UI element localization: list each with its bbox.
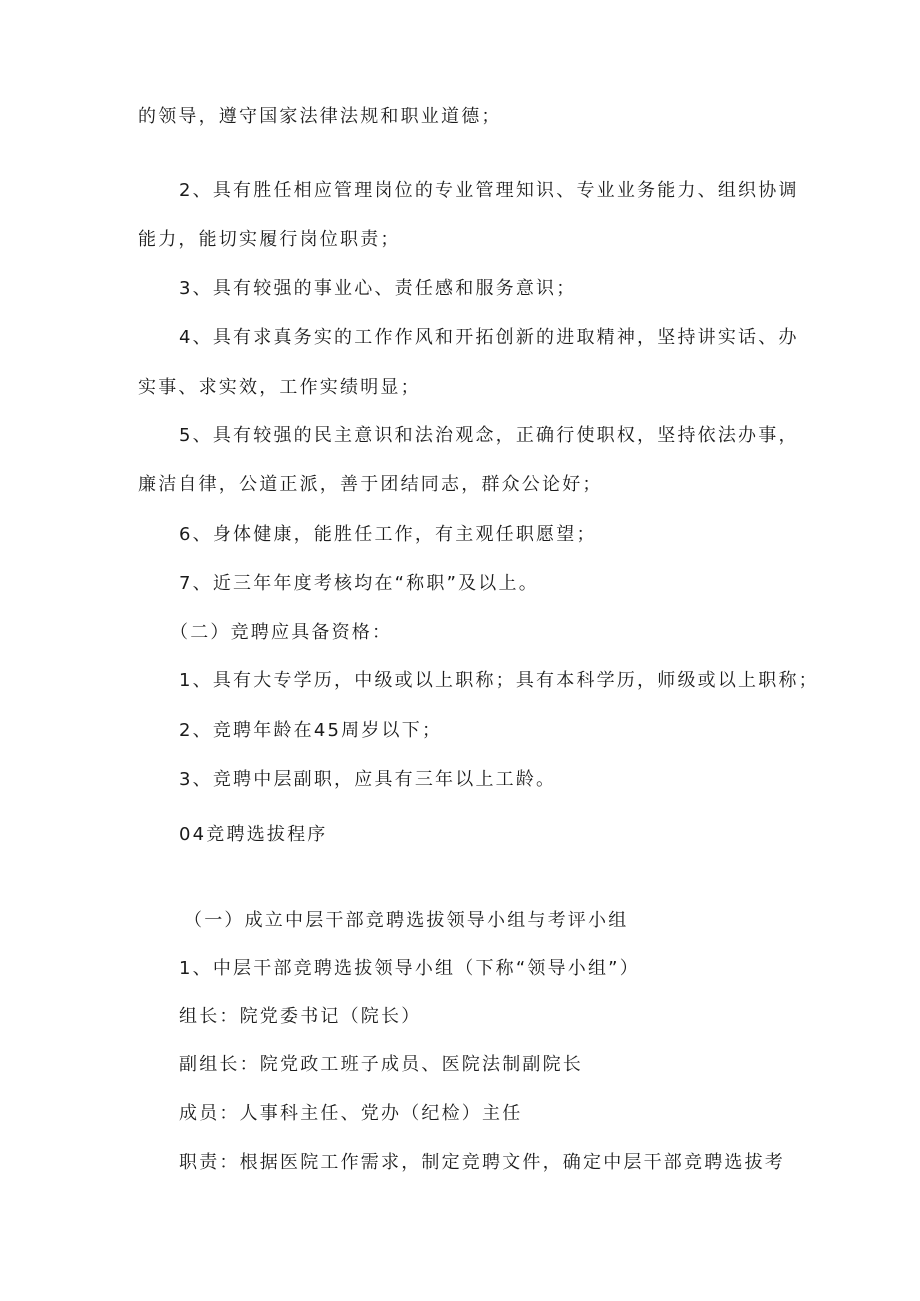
text-line-13: 2、竞聘年龄在45周岁以下； [179, 720, 443, 741]
text-line-16: （一）成立中层干部竞聘选拔领导小组与考评小组 [184, 910, 629, 931]
section-heading: 04竞聘选拔程序 [179, 824, 328, 845]
text-line-11: （二）竞聘应具备资格： [170, 622, 393, 643]
text-line-17: 1、中层干部竞聘选拔领导小组（下称“领导小组”） [179, 958, 640, 979]
text-line-7: 5、具有较强的民主意识和法治观念，正确行使职权，坚持依法办事， [179, 425, 799, 446]
text-line-1: 的领导，遵守国家法律法规和职业道德； [138, 106, 502, 127]
text-line-10: 7、近三年年度考核均在“称职”及以上。 [179, 573, 539, 594]
text-line-19: 副组长：院党政工班子成员、医院法制副院长 [179, 1054, 583, 1075]
text-line-3: 能力，能切实履行岗位职责； [138, 229, 401, 250]
text-line-14: 3、竞聘中层副职，应具有三年以上工龄。 [179, 769, 557, 790]
text-line-6: 实事、求实效，工作实绩明显； [138, 377, 421, 398]
text-line-21: 职责：根据医院工作需求，制定竞聘文件，确定中层干部竞聘选拔考 [179, 1152, 785, 1173]
text-line-12: 1、具有大专学历，中级或以上职称；具有本科学历，师级或以上职称； [179, 670, 819, 691]
text-line-20: 成员：人事科主任、党办（纪检）主任 [179, 1103, 523, 1124]
text-line-9: 6、身体健康，能胜任工作，有主观任职愿望； [179, 524, 597, 545]
text-line-2: 2、具有胜任相应管理岗位的专业管理知识、专业业务能力、组织协调 [179, 180, 799, 201]
text-line-4: 3、具有较强的事业心、责任感和服务意识； [179, 278, 577, 299]
text-line-8: 廉洁自律，公道正派，善于团结同志，群众公论好； [138, 474, 603, 495]
text-line-18: 组长：院党委书记（院长） [179, 1006, 422, 1027]
text-line-5: 4、具有求真务实的工作作风和开拓创新的进取精神，坚持讲实话、办 [179, 327, 799, 348]
